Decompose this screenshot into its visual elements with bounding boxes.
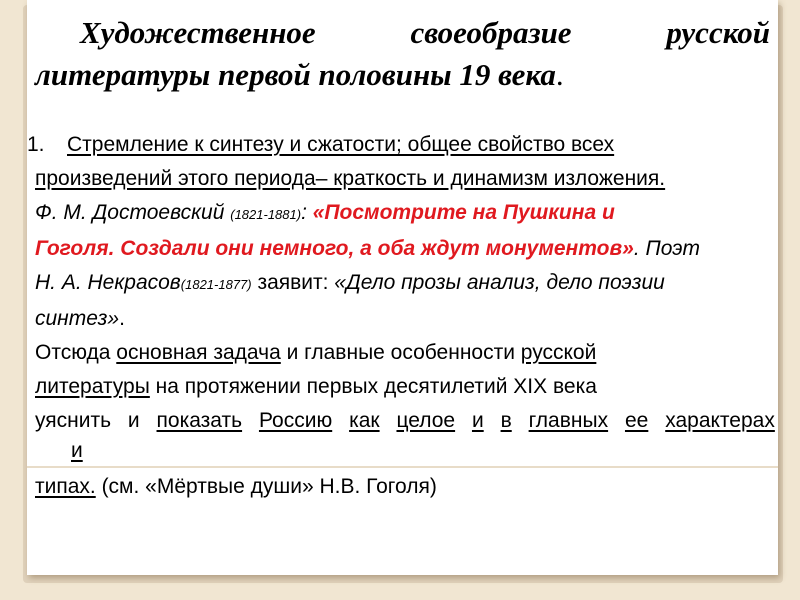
reference: (см. «Мёртвые души» Н.В. Гоголя) <box>95 475 437 498</box>
p2-mid: и главные особенности <box>280 341 521 364</box>
title-line-2-text: литературы первой половины 19 века <box>35 57 556 92</box>
quote-nekrasov-start: «Дело прозы анализ, дело поэзии <box>334 271 665 294</box>
literature-word: литературы <box>35 375 150 398</box>
p2-rest: на протяжении первых десятилетий XIX века <box>149 375 597 398</box>
title-word: Художественное <box>80 15 316 50</box>
title-word: своеобразие <box>410 15 572 50</box>
author-dostoevsky: Ф. М. Достоевский <box>35 201 225 224</box>
body-line <box>27 128 775 162</box>
body-line <box>35 302 775 336</box>
author-nekrasov: Н. А. Некрасов <box>35 271 181 294</box>
russian-word: русской <box>520 341 597 364</box>
word: целое <box>396 409 456 432</box>
title-line-1 <box>35 12 770 54</box>
verb: заявит: <box>251 271 335 294</box>
body-line <box>35 404 775 438</box>
word: показать <box>156 409 243 432</box>
body-line <box>35 336 775 370</box>
point-1-line-2: произведений этого периода– краткость и динамизм изложения. <box>35 167 666 190</box>
quote-dostoevsky-start: «Посмотрите на Пушкина и <box>312 201 615 224</box>
word: и <box>127 409 140 432</box>
body-line <box>35 162 775 196</box>
quote-nekrasov-end: синтез» <box>35 307 120 330</box>
word: Россию <box>258 409 333 432</box>
body-line <box>35 438 775 464</box>
years-nekrasov: (1821-1877) <box>180 277 252 292</box>
word: уяснить <box>35 409 112 432</box>
body-line <box>35 266 775 302</box>
body-line <box>35 232 775 266</box>
word: характерах <box>665 409 775 432</box>
title-word: русской <box>666 15 770 50</box>
body-line <box>35 196 775 232</box>
years-dostoevsky: (1821-1881) <box>230 207 302 222</box>
title-line-2 <box>35 54 770 96</box>
period: . <box>119 307 125 330</box>
quote-dostoevsky-end: Гоголя. Создали они немного, а оба ждут монументов» <box>35 237 634 260</box>
and-word: и <box>71 439 83 462</box>
word: главных <box>528 409 609 432</box>
title-period: . <box>555 57 564 92</box>
word: ее <box>624 409 649 432</box>
body-line <box>35 370 775 404</box>
body-line <box>35 470 775 504</box>
types-word: типах. <box>35 475 96 498</box>
word: как <box>349 409 380 432</box>
main-task: основная задача <box>116 341 281 364</box>
after-quote: . Поэт <box>633 237 700 260</box>
word: и <box>471 409 484 432</box>
p2-prefix: Отсюда <box>35 341 117 364</box>
word: в <box>500 409 512 432</box>
slide-title <box>35 12 770 96</box>
colon: : <box>301 201 307 224</box>
list-number: 1. <box>27 133 45 156</box>
point-1-line-1: Стремление к синтезу и сжатости; общее свойство всех <box>67 133 615 156</box>
slide-body <box>27 128 775 504</box>
